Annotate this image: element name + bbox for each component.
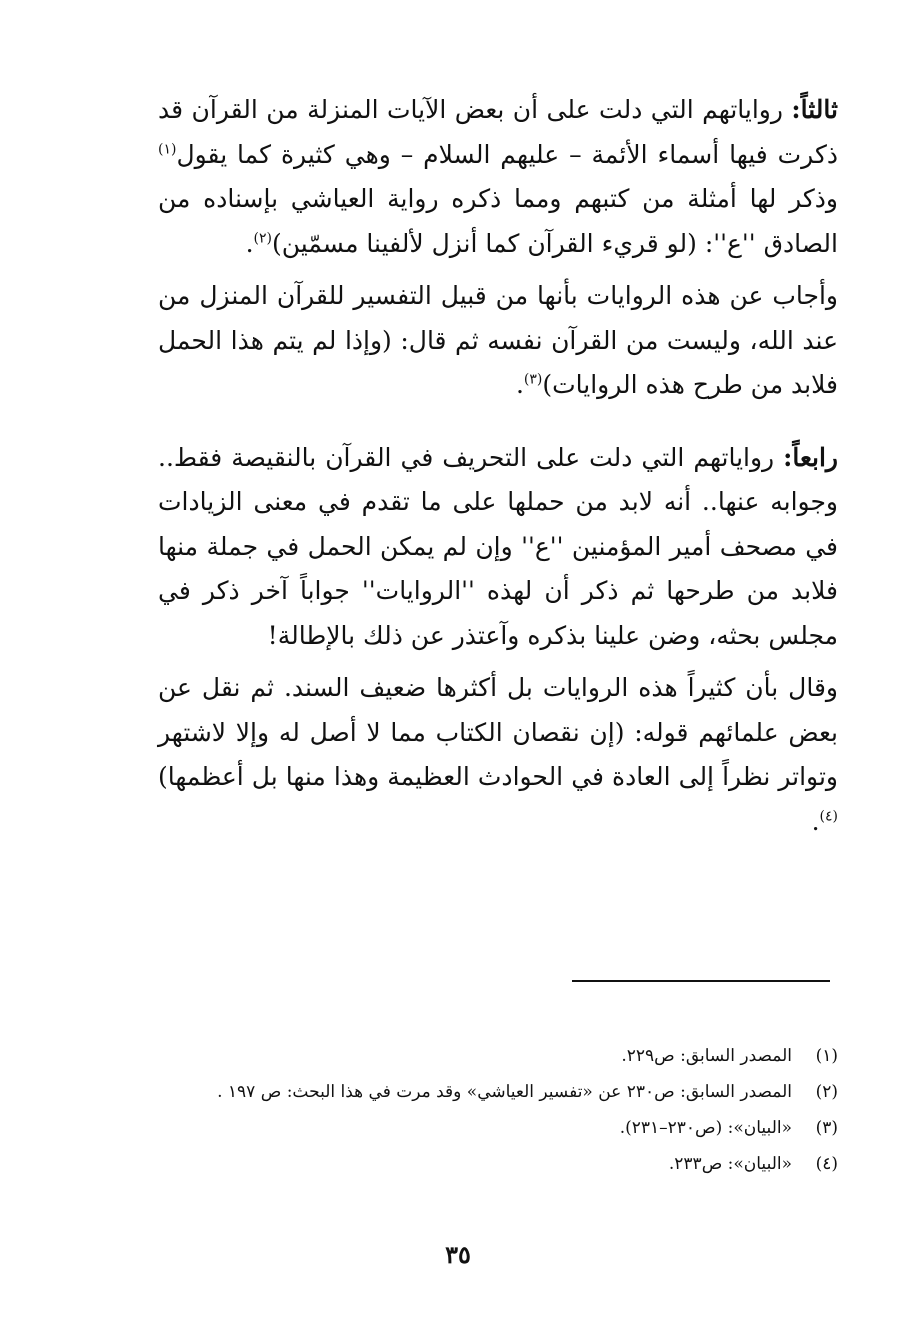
footnote-item: [158, 1038, 838, 1074]
footnote-text: «البيان»: ص٢٣٣.: [668, 1154, 792, 1174]
footnote-ref: (٤): [819, 808, 838, 825]
footnotes: [158, 1038, 838, 1182]
footnote-item: [158, 1074, 838, 1110]
paragraph-text: رواياتهم التي دلت على التحريف في القرآن بالنقيصة فقط.. وجوابه عنها.. أنه لابد من حملها على ما تقدم في معنى الزيادات في مصحف أمير المؤمنين ''ع'' وإن لم يمكن الحمل في جملة منها فلابد من طرحها ثم ذكر أن لهذه ''الروايات'' جواباً آخر ذكر في مجلس بحثه، وضن علينا بذكره وآعتذر عن ذلك بالإطالة!: [158, 442, 838, 650]
paragraph-text: رواياتهم التي دلت على أن بعض الآيات المنزلة من القرآن قد ذكرت فيها أسماء الأئمة – عليهم السلام – وهي كثيرة كما يقول: [158, 95, 838, 169]
footnote-number: (٣): [815, 1118, 838, 1138]
paragraph-text: وذكر لها أمثلة من كتبهم ومما ذكره رواية العياشي بإسناده من الصادق ''ع'': (لو قريء القرآن كما أنزل لألفينا مسمّين): [158, 184, 838, 258]
paragraph-third: [158, 88, 838, 266]
main-text: [158, 88, 838, 844]
paragraph-text: .: [515, 370, 524, 399]
footnote-text: «البيان»: (ص٢٣٠–٢٣١).: [619, 1118, 792, 1138]
paragraph-said: [158, 666, 838, 844]
footnote-item: [158, 1146, 838, 1182]
footnote-number: (١): [815, 1046, 838, 1066]
footnote-number: (٢): [815, 1082, 838, 1102]
footnote-item: [158, 1110, 838, 1146]
paragraph-text: .: [811, 806, 820, 836]
footnote-ref: (٢): [253, 230, 272, 247]
paragraph-lead: رابعاً:: [783, 442, 838, 472]
footnote-divider: [572, 980, 830, 982]
footnote-text: المصدر السابق: ص٢٢٩.: [621, 1046, 792, 1066]
paragraph-text: وأجاب عن هذه الروايات بأنها من قبيل التفسير للقرآن المنزل من عند الله، وليست من القرآن نفسه ثم قال: (وإذا لم يتم هذا الحمل فلابد من طرح هذه الروايات): [158, 281, 838, 399]
paragraph-text: وقال بأن كثيراً هذه الروايات بل أكثرها ضعيف السند. ثم نقل عن بعض علمائهم قوله: (إن نقصان الكتاب مما لا أصل له وإلا لاشتهر وتواتر نظراً إلى العادة في الحوادث العظيمة وهذا منها بل أعظمها): [158, 673, 838, 791]
paragraph-answer: [158, 274, 838, 408]
page-number: ٣٥: [445, 1240, 471, 1269]
paragraph-text: .: [245, 228, 254, 258]
footnote-ref: (٣): [523, 371, 543, 388]
footnote-text: المصدر السابق: ص٢٣٠ عن «تفسير العياشي» وقد مرت في هذا البحث: ص ١٩٧ .: [217, 1082, 792, 1102]
paragraph-fourth: [158, 436, 838, 659]
paragraph-lead: ثالثاً:: [791, 95, 838, 124]
footnote-ref: (١): [158, 141, 177, 158]
footnote-number: (٤): [815, 1154, 838, 1174]
